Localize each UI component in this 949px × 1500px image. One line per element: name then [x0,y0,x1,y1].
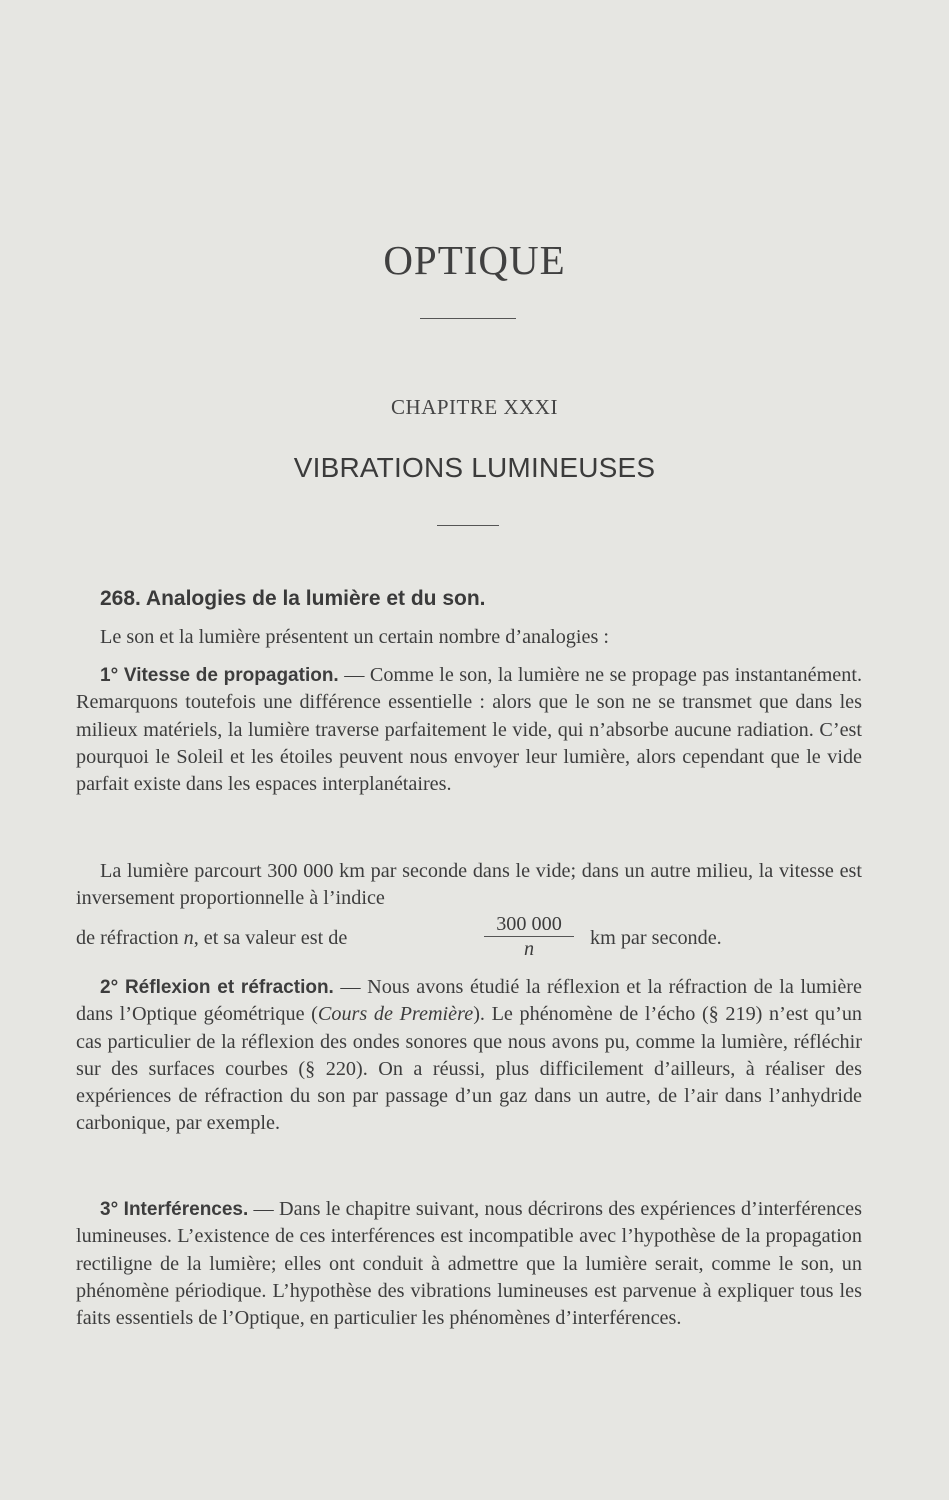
paragraph-light-speed [76,858,862,913]
paragraph-text-continued: ). Le phénomène de l’écho (§ 219) n’est qu’un cas particulier de la réflexion des ondes sonores que nous avons pu, comme la lumière, réfléchir sur des surfaces courbes (§ 220). On a réussi, plus difficilement d’ailleurs, à réaliser des expériences de réfraction du son par passage d’un gaz dans un autre, de l’air dans l’anhydride carbonique, par exemple. [76,1003,863,1135]
fraction-denominator: n [523,938,535,960]
part-title: OPTIQUE [383,237,566,283]
book-reference: Cours de Première [317,1003,474,1026]
section-heading: 268. Analogies de la lumière et du son. [100,587,486,610]
paragraph-text: — Dans le chapitre suivant, nous décrirons des expériences d’interférences lumineuses. L’existence de ces interférences est incompatible avec l’hypothèse de la propagation rectiligne de la lumière; elles ont conduit à admettre que la lumière serait, comme le son, un phénomène périodique. L’hypothèse des vibrations lumineuses est parvenue à expliquer tous les faits essentiels de l’Optique, en particulier les phénomènes d’interférences. [76,1198,862,1330]
chapter-title: VIBRATIONS LUMINEUSES [293,452,656,483]
formula-line [76,913,862,965]
formula-lead-text-2: , et sa valeur est de [193,927,348,949]
paragraph-text: — Nous avons étudié la réflexion et la réfraction de la lumière dans l’Optique géométrique ( [76,976,862,1026]
title-divider [420,318,516,319]
paragraph-reflection-refraction [76,974,862,1138]
formula-tail: km par seconde. [590,927,722,949]
chapter-divider [437,525,499,526]
paragraph-text: — Comme le son, la lumière ne se propage pas instantanément. Remarquons toutefois une différence essentielle : alors que le son ne se transmet que dans les milieux matériels, la lumière traverse parfaitement le vide, qui n’absorbe aucune radiation. C’est pourquoi le Soleil et les étoiles peuvent nous envoyer leur lumière, alors cependant que le vide parfait existe dans les espaces interplanétaires. [76,664,862,796]
paragraph-interference [76,1196,862,1332]
paragraph-propagation-speed [76,662,862,798]
intro-paragraph [76,624,862,651]
run-in-heading: 3° Interférences. [100,1199,249,1220]
run-in-heading: 1° Vitesse de propagation. [100,665,339,686]
formula-variable: n [183,927,194,949]
fraction [484,913,574,961]
run-in-heading: 2° Réflexion et réfraction. [100,977,334,998]
formula-lead-text: de réfraction [76,927,184,949]
chapter-label: CHAPITRE XXXI [391,395,558,419]
formula-lead [76,925,347,952]
paragraph-text: La lumière parcourt 300 000 km par seconde dans le vide; dans un autre milieu, la vitesse est inversement proportionnelle à l’indice [76,860,862,910]
intro-text: Le son et la lumière présentent un certain nombre d’analogies : [100,626,609,648]
fraction-numerator: 300 000 [484,913,574,937]
